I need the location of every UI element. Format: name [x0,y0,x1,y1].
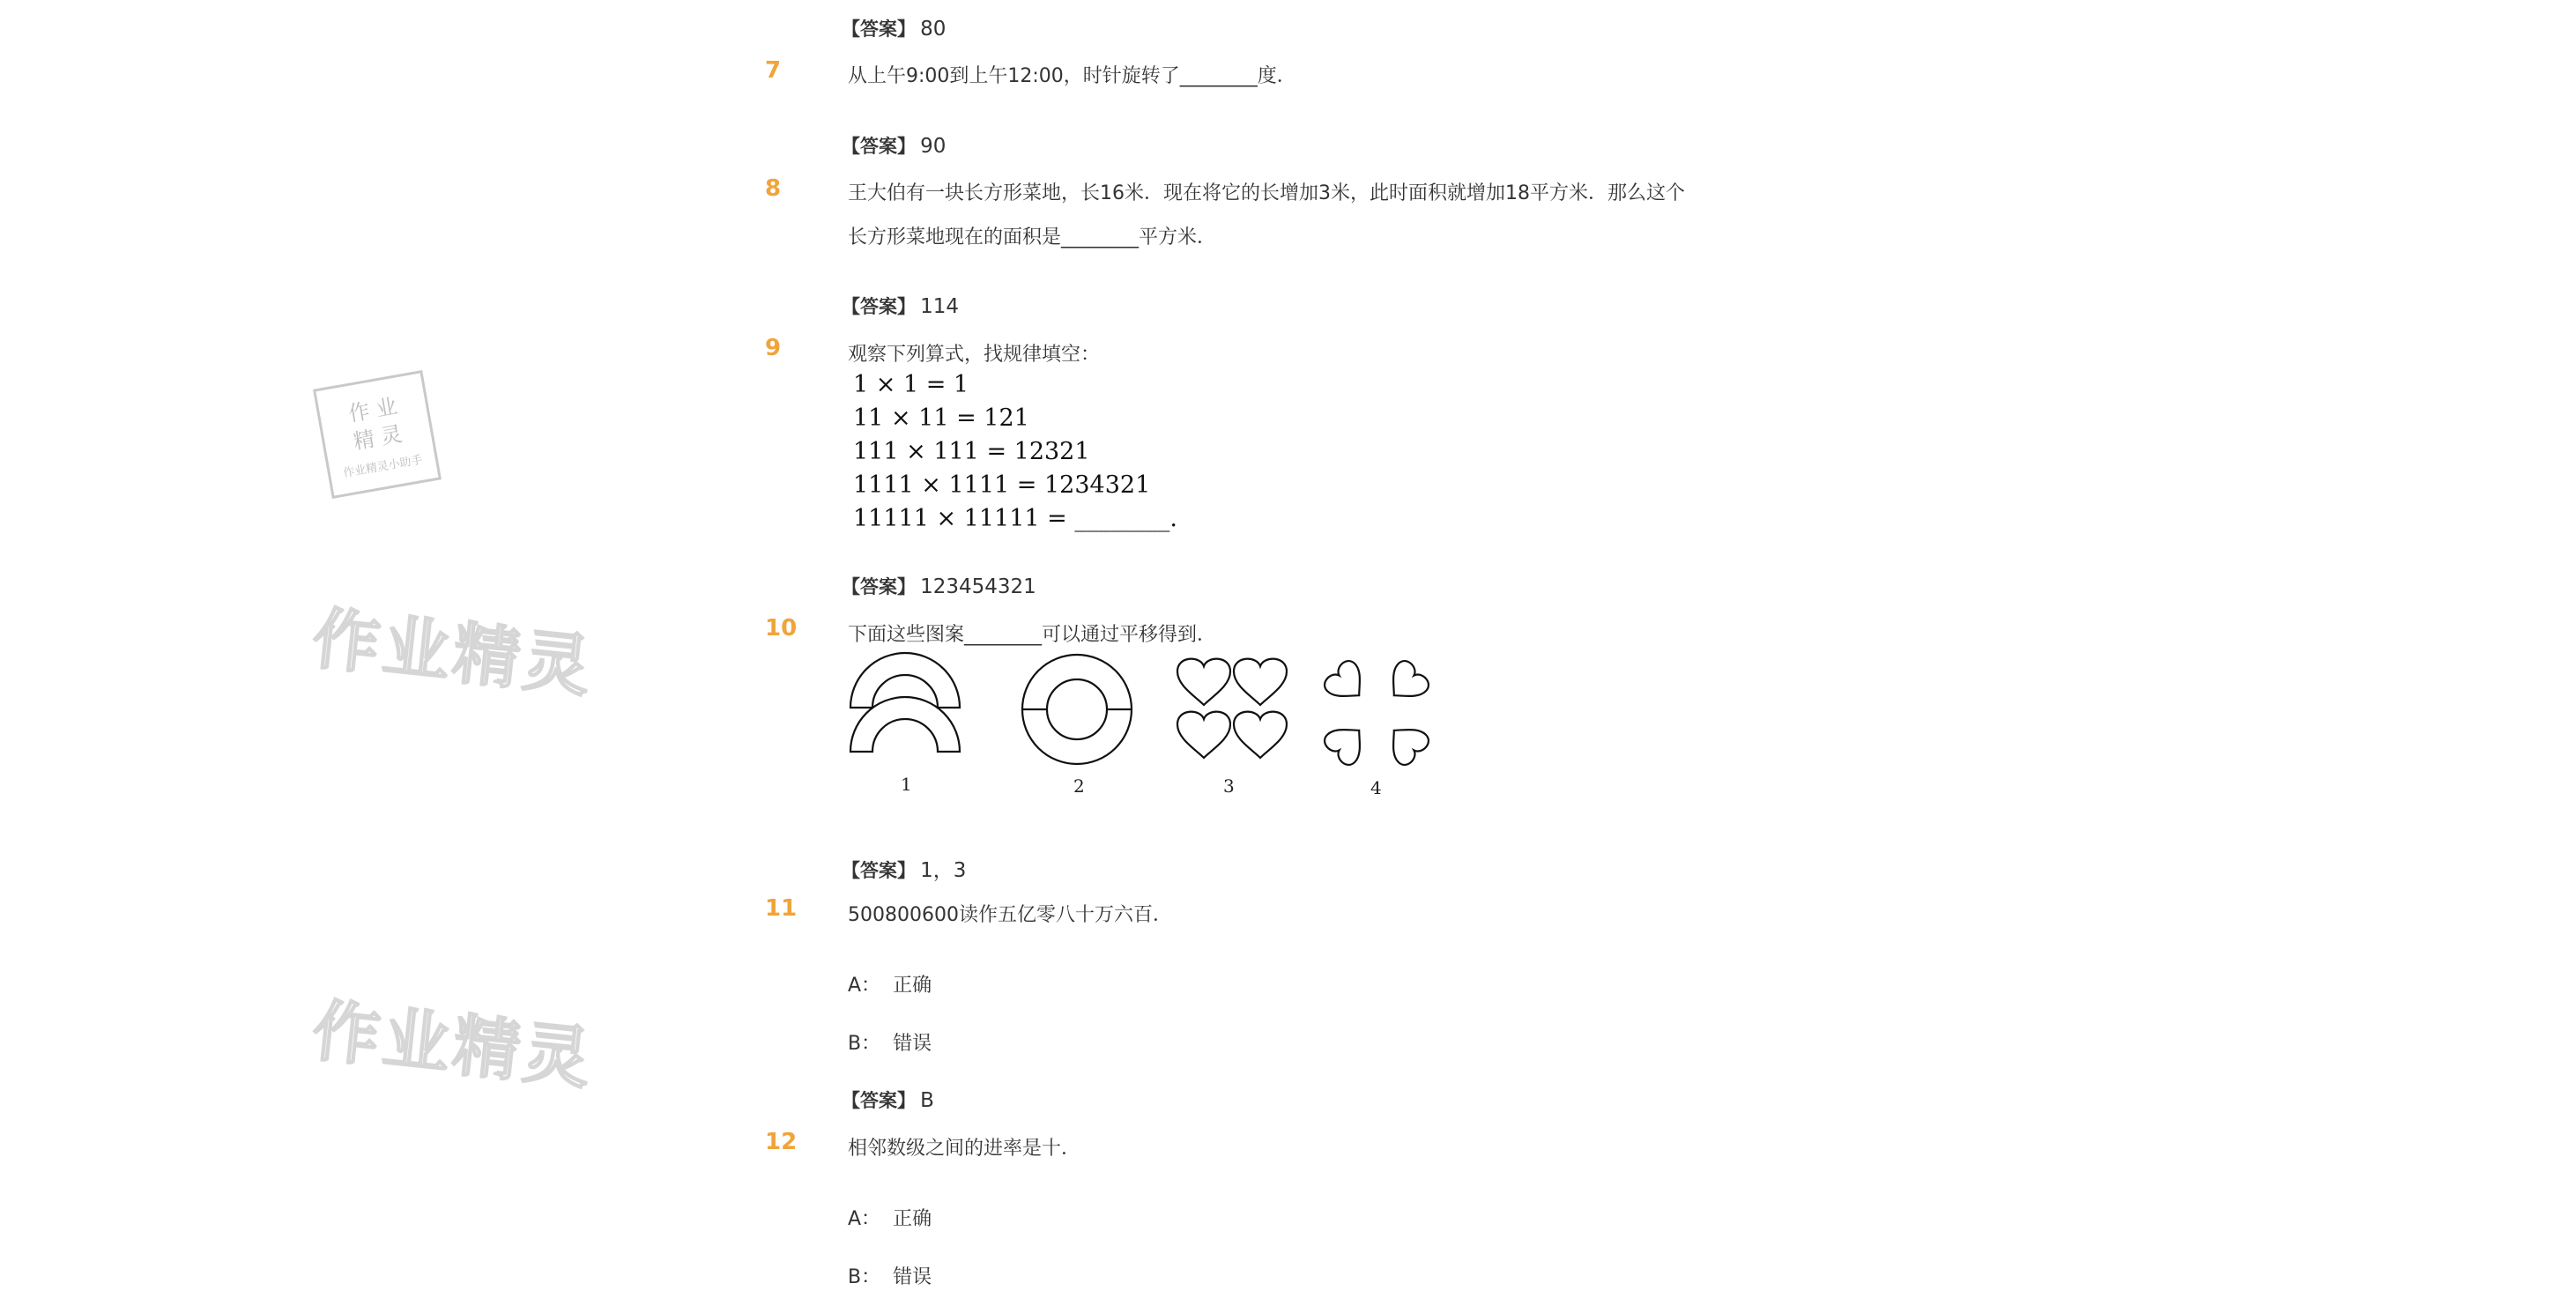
option-b[interactable] [848,1028,932,1056]
answer-value: 114 [920,295,959,318]
option-key: B： [848,1266,881,1288]
answer-row [842,854,966,883]
question-text: 观察下列算式，找规律填空： [848,344,1101,366]
figure-label: 2 [1073,775,1085,797]
question-text: 长方形菜地现在的面积是________平方米． [848,226,1217,248]
option-b[interactable] [848,1262,932,1289]
stamp-line-2: 精 灵 [351,421,405,455]
watermark-stamp [313,370,442,499]
question-text: 从上午9:00到上午12:00，时针旋转了________度． [848,65,1296,87]
answer-value: 123454321 [920,575,1036,598]
question-number: 7 [765,57,782,84]
answer-value: 1，3 [920,859,967,882]
answer-value: B [920,1089,934,1112]
question-number: 8 [765,175,782,202]
answer-value: 90 [920,135,947,158]
answer-row [842,573,1036,599]
answer-label: 【答案】 [842,1090,916,1111]
question-number: 11 [765,895,798,922]
figure-ring [1018,650,1137,769]
question-number: 9 [765,335,782,361]
stamp-line-3: 作业精灵小助手 [342,453,424,481]
answer-row [842,15,946,41]
question-text: 下面这些图案________可以通过平移得到． [848,624,1217,646]
question-text: 相邻数级之间的进率是十． [848,1138,1081,1160]
answer-row [842,132,946,159]
question-text: 500800600读作五亿零八十万六百． [848,904,1172,926]
formula-line: 11 × 11 = 121 [853,404,1029,432]
question-text: 王大伯有一块长方形菜地，长16米．现在将它的长增加3米，此时面积就增加18平方米．那么这个 [848,182,1685,204]
option-text: 正确 [893,1208,932,1230]
answer-label: 【答案】 [842,19,916,40]
option-text: 错误 [893,1266,932,1288]
watermark-text-2: 作业精灵 [308,990,598,1099]
answer-value: 80 [920,18,947,41]
formula-line: 1 × 1 = 1 [853,371,969,398]
watermark-text-1: 作业精灵 [308,598,598,707]
answer-label: 【答案】 [842,860,916,881]
answer-row [842,1087,934,1113]
figure-hearts-rotated [1318,654,1436,773]
option-key: B： [848,1033,881,1055]
figure-label: 3 [1223,775,1235,797]
formula-line: 111 × 111 = 12321 [853,438,1090,465]
answer-label: 【答案】 [842,136,916,157]
stamp-line-1: 作 业 [346,393,399,427]
option-a[interactable] [848,970,932,998]
figure-label: 1 [901,774,912,795]
answer-row [842,293,959,319]
option-a[interactable] [848,1204,932,1231]
figure-label: 4 [1370,777,1382,798]
answer-label: 【答案】 [842,576,916,597]
option-text: 错误 [893,1033,932,1055]
formula-line: 1111 × 1111 = 1234321 [853,471,1151,499]
figure-hearts-translated [1172,652,1295,767]
option-text: 正确 [893,975,932,997]
question-number: 10 [765,615,798,642]
formula-line: 11111 × 11111 = ________. [853,505,1177,532]
figure-arches [846,650,965,760]
answer-label: 【答案】 [842,296,916,317]
option-key: A： [848,1208,881,1230]
option-key: A： [848,975,881,997]
question-number: 12 [765,1129,798,1155]
